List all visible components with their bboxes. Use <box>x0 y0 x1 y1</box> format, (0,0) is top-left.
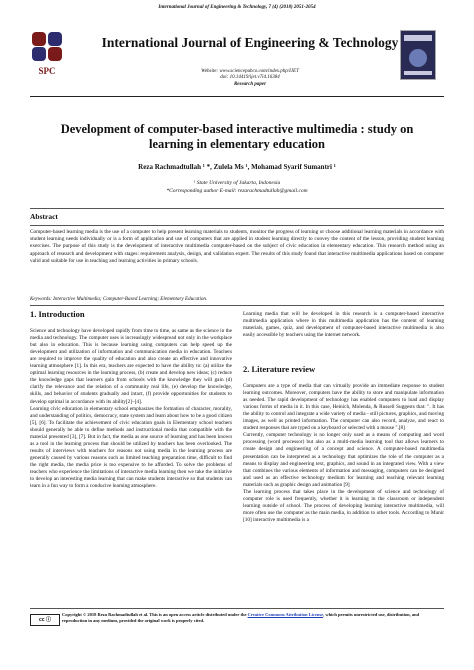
license-link[interactable]: Creative Commons Attribution License <box>247 612 324 617</box>
authors: Reza Rachmadtullah ¹ *, Zulela Ms ¹, Mohamad Syarif Sumantri ¹ <box>138 163 336 171</box>
section-2-heading: 2. Literature review <box>243 364 316 374</box>
copyright-notice <box>62 612 444 624</box>
affiliation: ¹ State University of Jakarta, Indonesia <box>193 180 281 186</box>
section-2-paragraph-3: The learning process that takes place in the development of science and technology of computer role is used frequently, whether it is learning in the classroom or independent learning outside of school. The process of developing learning interactive multimedia, will more often use the computer as the main media, in addition to other tools. According to Munir [10] interactive multimedia is a <box>243 488 444 523</box>
right-column-literature <box>243 364 444 524</box>
keywords: Keywords: Interactive Multimedia; Computer-Based Learning; Elementary Education. <box>30 296 208 302</box>
section-1-paragraph-2: Learning civic education in elementary school emphasizes the formation of character, morality, and understanding of politics, democracy, state system and learn about how to be a good citizen [5], [6]. To facilitate the achievement of civic education goals in Elementary school teachers should generally be able to define methods and instructional media that compatible with the material presented [3], [7]. But in fact, the media as one source of learning and has been known as a tool in the learning process that should be utilized by teachers has been overlooked. The results of interviews with teachers for reasons not using media in the learning process are generally caused by various reasons such as limited teaching preparation time, difficult to find the right media, the media price is too expensive to be afforded. To solve the problems of teachers who experience the limitations of interactive media learning then we take the initiative to develop an interesting media learning that can make students interactive so that students can learn in a fun way to form a conducive learning atmosphere. <box>30 405 232 490</box>
header-divider <box>30 96 444 97</box>
abstract-heading-divider <box>30 225 444 226</box>
header-meta <box>95 69 405 88</box>
journal-cover-image <box>400 30 436 80</box>
logo-text: SPC <box>38 66 56 76</box>
right-column-paragraph: Learning media that will be developed in this research is a computer-based interactive multimedia application where in this multimedia application has the content of learning materials, games, quiz, and development of computer-based interactive multimedia is also easily accessible by teachers using the internet network. <box>243 311 444 339</box>
abstract-text: Computer-based learning media is the use of a computer to help present learning materials to students, monitor the progress of learning or choose additional learning materials in accordance with student learning needs individually or is a form of application and use of computers that are applied in student learning directly to convey the content of the lesson, providing student learning exercises. The purpose of this study is the development of interactive multimedia computer-based on the subject of civic education in elementary education. This research method using an approach of research and development with stages: requirement analysis, design, and validation expert. The results of this study found that interactive multimedia applications based on computer valid and suitable for use in teaching and learning activities in primary schools. <box>30 229 444 264</box>
running-head: International Journal of Engineering & Technology, 7 (4) (2018) 2051-2054 <box>158 5 316 10</box>
paper-type: Research paper <box>233 81 267 87</box>
cc-license-icon: cc ⓘ <box>30 614 60 626</box>
abstract-heading: Abstract <box>30 212 58 221</box>
left-column <box>30 309 232 490</box>
journal-name: International Journal of Engineering & Technology <box>101 35 399 50</box>
copyright-prefix: Copyright © 2018 Reza Rachmadtullah et al. This is an open access article distributed under the <box>62 612 247 617</box>
section-1-paragraph-1: Science and technology have developed rapidly from time to time, as same as the science in the media and technology. The computer uses is increasingly widespread not only in the workplace but also in education. This is because learning using computers can help speed up the development and utilization of information and communication media in education. Teachers are required to improve the quality of education and also create an effective and innovative learning atmosphere [1]. In this era, teachers are expected to have the ability to: (a) utilize the optimal learning resources in the learning process, (b) create and develop new ideas; (c) reduce the knowledge gaps that learners gain from schools with the knowledge they will gain (d) clarify the relevance and the relation of a community real life, (e) develop the knowledge, skills, and behavior of students gradually and intact, (f) provide opportunities for students to develop optimal in accordance with its ability[2]–[4]. <box>30 328 232 405</box>
section-2-paragraph-1: Computers are a type of media that can virtually provide an immediate response to student learning outcomes. Moreover, computers have the ability to store and manipulate information as needed. The rapid development of technology has enabled computers to load and display various forms of media in it. In this case, Heinich, Molenda, & Russell Suggests that: ". It has the ability to control and integrate a wide variety of media - still pictures, graphics, and moving images, as well as printed information. The computer can also record, analyze, and react to student responses that are typed on a keyboard or selected with a mouse ".[8] <box>243 383 444 432</box>
doi-text: doi: 10.14419/ijet.v7i4.16384 <box>220 75 280 81</box>
paper-title: Development of computer-based interactive multimedia : study on learning in elementary education <box>60 122 414 151</box>
keywords-divider <box>30 305 444 306</box>
section-1-heading: 1. Introduction <box>30 309 85 319</box>
copyright-suffix: , which permits unrestricted use, distribution, and reproduction in any medium, provided the original work is properly cited. <box>62 612 420 624</box>
section-2-paragraph-2: Currently, computer technology is no longer only used as a means of computing and word processing (word processor) but also as a multi-media learning tool that allows learners to create design and engineering of a concept and science. A computer-based multimedia presentation can be interpreted as a technology that optimizes the role of the computer as a means to display and engineering text, graphics, and sound in an integrated view. With a view that combines the various elements of information and messaging, computers can be designed and used as an effective technology medium for learning and teaching relevant learning materials such as graphic design and animation [9] <box>243 432 444 488</box>
cover-art-icon <box>401 31 435 79</box>
affiliation-block <box>40 180 434 195</box>
abstract-top-divider <box>30 208 444 209</box>
publisher-logo <box>30 30 66 80</box>
corresponding-author: *Corresponding author E-mail: rezarachmadtullah@gmail.com <box>166 187 308 194</box>
website-link[interactable]: Website: www.sciencepubco.com/index.php/IJET <box>201 69 299 74</box>
footer-divider <box>30 608 444 609</box>
right-column-intro <box>243 311 444 339</box>
